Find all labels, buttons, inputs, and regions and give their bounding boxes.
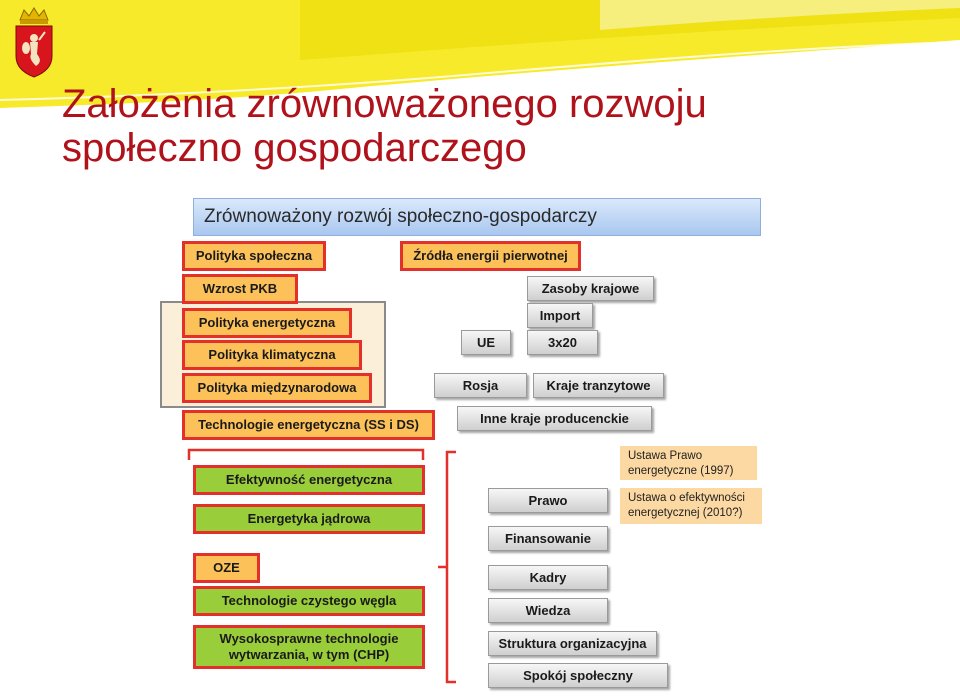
box-technologie-energetyczna: Technologie energetyczna (SS i DS)	[182, 410, 435, 440]
note-ustawa-efektywnosc	[620, 488, 762, 524]
note-ustawa-prawo-energetyczne	[620, 446, 757, 480]
box-rosja: Rosja	[434, 373, 527, 398]
wysokosprawne-line-1: Wysokosprawne technologie	[219, 631, 399, 646]
box-spokoj-spoleczny: Spokój społeczny	[488, 663, 668, 688]
title-line-1: Założenia zrównoważonego rozwoju	[62, 82, 707, 126]
box-technologie-czystego-wegla: Technologie czystego węgla	[193, 586, 425, 616]
box-wiedza: Wiedza	[488, 598, 608, 623]
box-inne-kraje-producenckie: Inne kraje producenckie	[457, 406, 652, 431]
box-struktura-organizacyjna: Struktura organizacyjna	[488, 631, 657, 656]
box-3x20: 3x20	[527, 330, 598, 355]
box-oze: OZE	[193, 553, 260, 583]
note-1-line-1: Ustawa Prawo	[628, 450, 703, 462]
box-ue: UE	[461, 330, 511, 355]
note-2-line-2: energetycznej (2010?)	[628, 507, 743, 519]
box-polityka-spoleczna: Polityka społeczna	[182, 241, 326, 271]
box-polityka-energetyczna: Polityka energetyczna	[182, 308, 352, 338]
box-kraje-tranzytowe: Kraje tranzytowe	[533, 373, 664, 398]
diagram-header: Zrównoważony rozwój społeczno-gospodarczy	[193, 198, 761, 236]
box-import: Import	[527, 303, 593, 328]
box-wzrost-pkb: Wzrost PKB	[182, 274, 298, 304]
box-prawo: Prawo	[488, 488, 608, 513]
box-efektywnosc-energetyczna: Efektywność energetyczna	[193, 465, 425, 495]
box-polityka-klimatyczna: Polityka klimatyczna	[182, 340, 362, 370]
note-2-line-1: Ustawa o efektywności	[628, 492, 745, 504]
box-kadry: Kadry	[488, 565, 608, 590]
wysokosprawne-line-2: wytwarzania, w tym (CHP)	[228, 647, 390, 662]
box-zrodla-energii: Źródła energii pierwotnej	[400, 241, 581, 271]
box-zasoby-krajowe: Zasoby krajowe	[527, 276, 654, 301]
box-finansowanie: Finansowanie	[488, 526, 608, 551]
title-line-2: społeczno gospodarczego	[62, 126, 527, 170]
note-1-line-2: energetyczne (1997)	[628, 465, 734, 477]
box-wysokosprawne-technologie	[193, 625, 425, 669]
box-energetyka-jadrowa: Energetyka jądrowa	[193, 504, 425, 534]
box-polityka-miedzynarodowa: Polityka międzynarodowa	[182, 373, 372, 403]
